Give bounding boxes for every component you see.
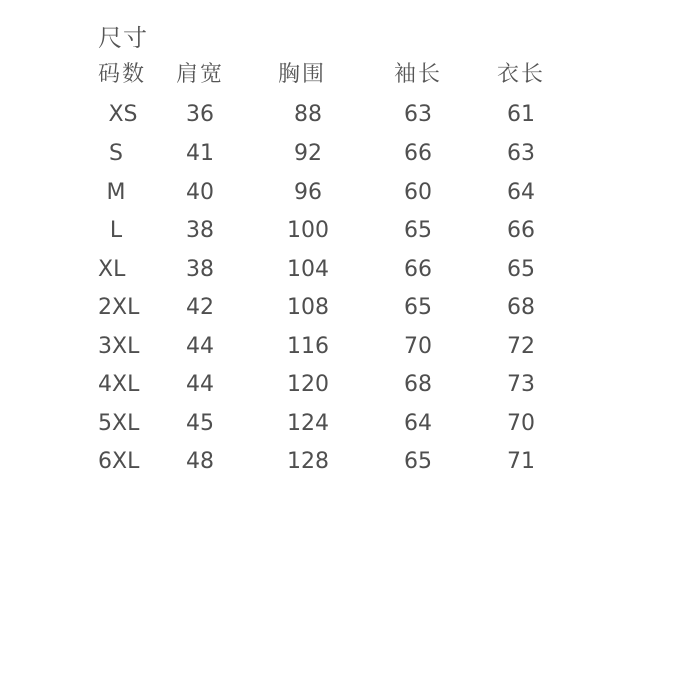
header-chest: 胸围	[278, 62, 327, 87]
header-length: 衣长	[497, 62, 546, 87]
table-cell-sleeve: 68	[404, 372, 432, 397]
table-cell-sleeve: 63	[404, 102, 432, 127]
table-cell-shoulder: 40	[186, 180, 214, 205]
table-cell-chest: 96	[294, 180, 322, 205]
table-cell-sleeve: 66	[404, 257, 432, 282]
table-cell-shoulder: 38	[186, 257, 214, 282]
table-cell-chest: 100	[287, 218, 329, 243]
table-cell-chest: 128	[287, 449, 329, 474]
table-cell-size: XL	[98, 257, 126, 282]
table-cell-size: M	[106, 180, 126, 205]
table-cell-length: 73	[507, 372, 535, 397]
table-cell-size: 6XL	[98, 449, 140, 474]
table-cell-shoulder: 48	[186, 449, 214, 474]
table-cell-shoulder: 41	[186, 141, 214, 166]
table-cell-length: 68	[507, 295, 535, 320]
table-cell-size: XS	[108, 102, 138, 127]
table-cell-sleeve: 65	[404, 218, 432, 243]
table-cell-shoulder: 45	[186, 411, 214, 436]
table-cell-length: 71	[507, 449, 535, 474]
table-cell-chest: 124	[287, 411, 329, 436]
table-cell-length: 72	[507, 334, 535, 359]
table-cell-sleeve: 64	[404, 411, 432, 436]
table-cell-shoulder: 36	[186, 102, 214, 127]
table-cell-chest: 104	[287, 257, 329, 282]
table-cell-length: 65	[507, 257, 535, 282]
table-cell-size: 3XL	[98, 334, 140, 359]
header-shoulder: 肩宽	[176, 62, 225, 87]
table-cell-shoulder: 44	[186, 372, 214, 397]
header-sleeve: 袖长	[394, 62, 443, 87]
table-cell-chest: 88	[294, 102, 322, 127]
table-cell-shoulder: 44	[186, 334, 214, 359]
table-cell-chest: 120	[287, 372, 329, 397]
table-cell-shoulder: 42	[186, 295, 214, 320]
table-cell-size: 4XL	[98, 372, 140, 397]
table-cell-length: 61	[507, 102, 535, 127]
table-cell-size: 2XL	[98, 295, 140, 320]
table-cell-length: 63	[507, 141, 535, 166]
table-cell-size: 5XL	[98, 411, 140, 436]
table-cell-shoulder: 38	[186, 218, 214, 243]
table-cell-chest: 108	[287, 295, 329, 320]
table-cell-sleeve: 65	[404, 295, 432, 320]
table-cell-length: 66	[507, 218, 535, 243]
header-size: 码数	[98, 62, 147, 87]
table-cell-sleeve: 65	[404, 449, 432, 474]
table-cell-sleeve: 66	[404, 141, 432, 166]
table-cell-length: 70	[507, 411, 535, 436]
table-cell-sleeve: 60	[404, 180, 432, 205]
table-cell-chest: 92	[294, 141, 322, 166]
table-cell-sleeve: 70	[404, 334, 432, 359]
table-cell-size: S	[109, 141, 123, 166]
table-cell-length: 64	[507, 180, 535, 205]
table-cell-size: L	[109, 218, 123, 243]
table-cell-chest: 116	[287, 334, 329, 359]
size-chart-title: 尺寸	[98, 24, 148, 52]
